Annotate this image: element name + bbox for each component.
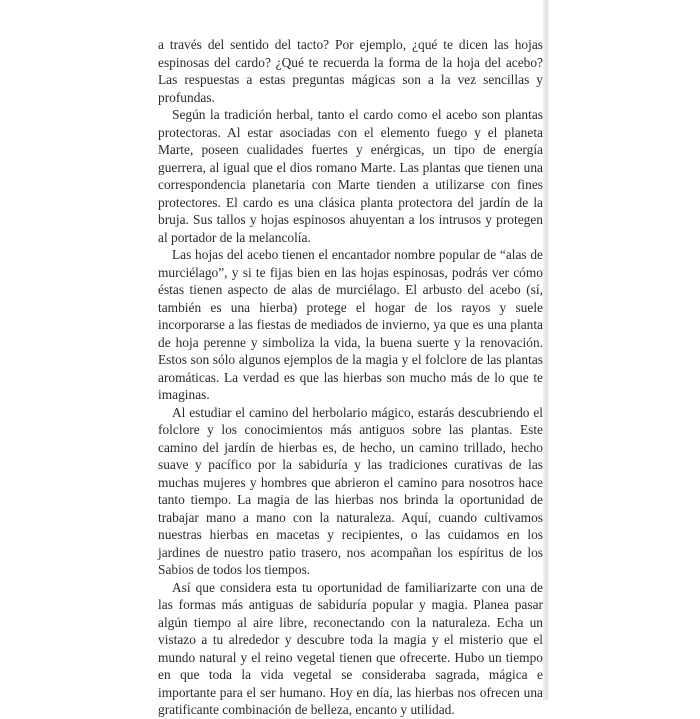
page-edge-shadow — [543, 0, 549, 700]
paragraph-holly-leaves: Las hojas del acebo tienen el encantador nombre popular de “alas de murciélago”, y si te fijas bien en las hojas espinosas, podrás ver cómo éstas tienen aspecto de alas de murciélago. El arbusto del acebo (sí, también es una hierba) protege el hogar de los rayos y suele incorporarse a las fiestas de mediados de invierno, ya que es una planta de hoja perenne y simboliza la vida, la buena suerte y la renovación. Estos son sólo algunos ejemplos de la magia y el folclore de las plantas aromáticas. La verdad es que las hierbas son mucho más de lo que te imaginas. — [158, 247, 543, 402]
paragraph-closing: Así que considera esta tu oportunidad de familiarizarte con una de las formas más antiguas de sabiduría popular y magia. Planea pasar algún tiempo al aire libre, reconectando con la naturaleza. Echa un vistazo a tu alrededor y descubre toda la magia y el misterio que el mundo natural y el reino vegetal tienen que ofrecerte. Hubo un tiempo en que toda la vida vegetal se consideraba sagrada, mágica e importante para el ser humano. Hoy en día, las hierbas nos ofrecen una gratificante combinación de belleza, encanto y utilidad. — [158, 579, 543, 717]
paragraph-protective-plants: Según la tradición herbal, tanto el cardo como el acebo son plantas protectoras. Al estar asociadas con el elemento fuego y el planeta Marte, poseen cualidades fuertes y enérgicas, un tipo de energía guerrera, al igual que el dios romano Marte. Las plantas que tienen una correspondencia planetaria con Marte tienden a utilizarse con fines protectores. El cardo es una clásica planta protectora del jardín de la bruja. Sus tallos y hojas espinosos ahuyentan a los intrusos y protegen al portador de la melancolía. — [158, 107, 543, 245]
paragraph-continuation: a través del sentido del tacto? Por ejemplo, ¿qué te dicen las hojas espinosas del cardo? ¿Qué te recuerda la forma de la hoja del acebo? Las respuestas a estas preguntas mágicas son a la vez sencillas y profundas. — [158, 37, 543, 105]
paragraph-magical-herbalist: Al estudiar el camino del herbolario mágico, estarás descubriendo el folclore y los conocimientos más antiguos sobre las plantas. Este camino del jardín de hierbas es, de hecho, un camino trillado, hecho suave y pacífico por la sabiduría y las tradiciones curativas de las muchas mujeres y hombres que abrieron el camino para nosotros hace tanto tiempo. La magia de las hierbas nos brinda la oportunidad de trabajar mano a mano con la naturaleza. Aquí, cuando cultivamos nuestras hierbas en macetas y recipientes, o las cuidamos en los jardines de nuestro patio trasero, nos acompañan los espíritus de los Sabios de todos los tiempos. — [158, 404, 543, 577]
body-text — [158, 36, 543, 719]
